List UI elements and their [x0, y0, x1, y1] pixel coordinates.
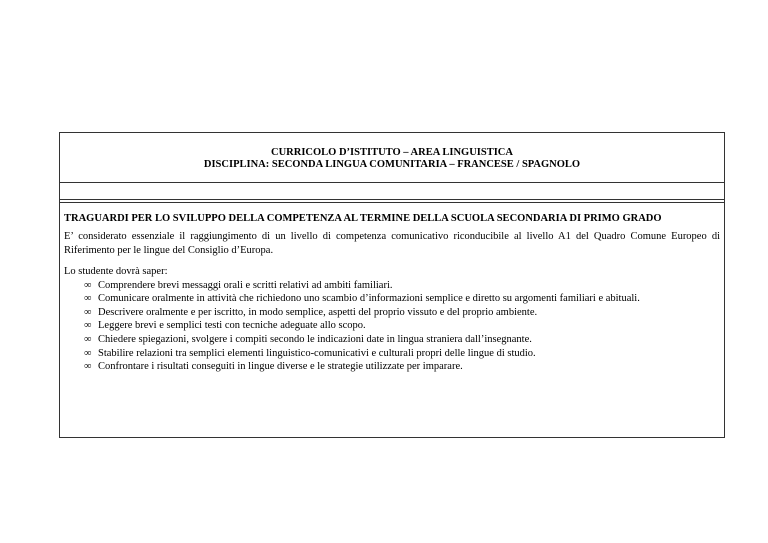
goal-text: Stabilire relazioni tra semplici elementi linguistico-comunicativi e culturali propri delle lingue di studio.: [98, 347, 536, 359]
infinity-bullet-icon: ∞: [84, 347, 92, 359]
infinity-bullet-icon: ∞: [84, 306, 92, 318]
curriculum-table: [59, 132, 725, 438]
list-item: [64, 306, 720, 320]
goal-text: Comprendere brevi messaggi orali e scritti relativi ad ambiti familiari.: [98, 279, 393, 291]
intro-line: Riferimento per le lingue del Consiglio d’Europa.: [64, 244, 274, 256]
goal-text: Chiedere spiegazioni, svolgere i compiti secondo le indicazioni date in lingua straniera dall’insegnante.: [98, 333, 532, 345]
infinity-bullet-icon: ∞: [84, 293, 92, 305]
header-title: CURRICOLO D’ISTITUTO – AREA LINGUISTICA: [271, 147, 513, 158]
infinity-bullet-icon: ∞: [84, 320, 92, 332]
goal-text: Confrontare i risultati conseguiti in lingue diverse e le strategie utilizzate per imparare.: [98, 361, 463, 373]
list-item: [64, 279, 720, 293]
list-item: [64, 347, 720, 361]
lead-text: Lo studente dovrà saper:: [64, 266, 168, 277]
infinity-bullet-icon: ∞: [84, 333, 92, 345]
empty-table-row: [60, 183, 724, 200]
table-header-cell: [60, 133, 724, 183]
table-divider: [60, 202, 724, 203]
infinity-bullet-icon: ∞: [84, 361, 92, 373]
list-item: [64, 360, 720, 374]
intro-paragraph: [64, 230, 720, 257]
goal-text: Leggere brevi e semplici testi con tecniche adeguate allo scopo.: [98, 320, 366, 332]
header-subtitle: DISCIPLINA: SECONDA LINGUA COMUNITARIA – FRANCESE / SPAGNOLO: [203, 159, 581, 170]
section-title: TRAGUARDI PER LO SVILUPPO DELLA COMPETENZA AL TERMINE DELLA SCUOLA SECONDARIA DI PRIMO GRADO: [64, 213, 662, 224]
list-item: [64, 292, 720, 306]
goal-text: Comunicare oralmente in attività che richiedono uno scambio d’informazioni semplice e diretto su argomenti familiari e abituali.: [98, 293, 640, 305]
content-cell: [64, 213, 720, 374]
goal-text: Descrivere oralmente e per iscritto, in modo semplice, aspetti del proprio vissuto e del proprio ambiente.: [98, 306, 538, 318]
goals-list: [64, 279, 720, 374]
infinity-bullet-icon: ∞: [84, 279, 92, 291]
list-item: [64, 333, 720, 347]
intro-line: E’ considerato essenziale il raggiungimento di un livello di competenza comunicativo riconducibile al livello A1 del Quadro Comune Europeo di: [64, 231, 720, 242]
list-item: [64, 319, 720, 333]
